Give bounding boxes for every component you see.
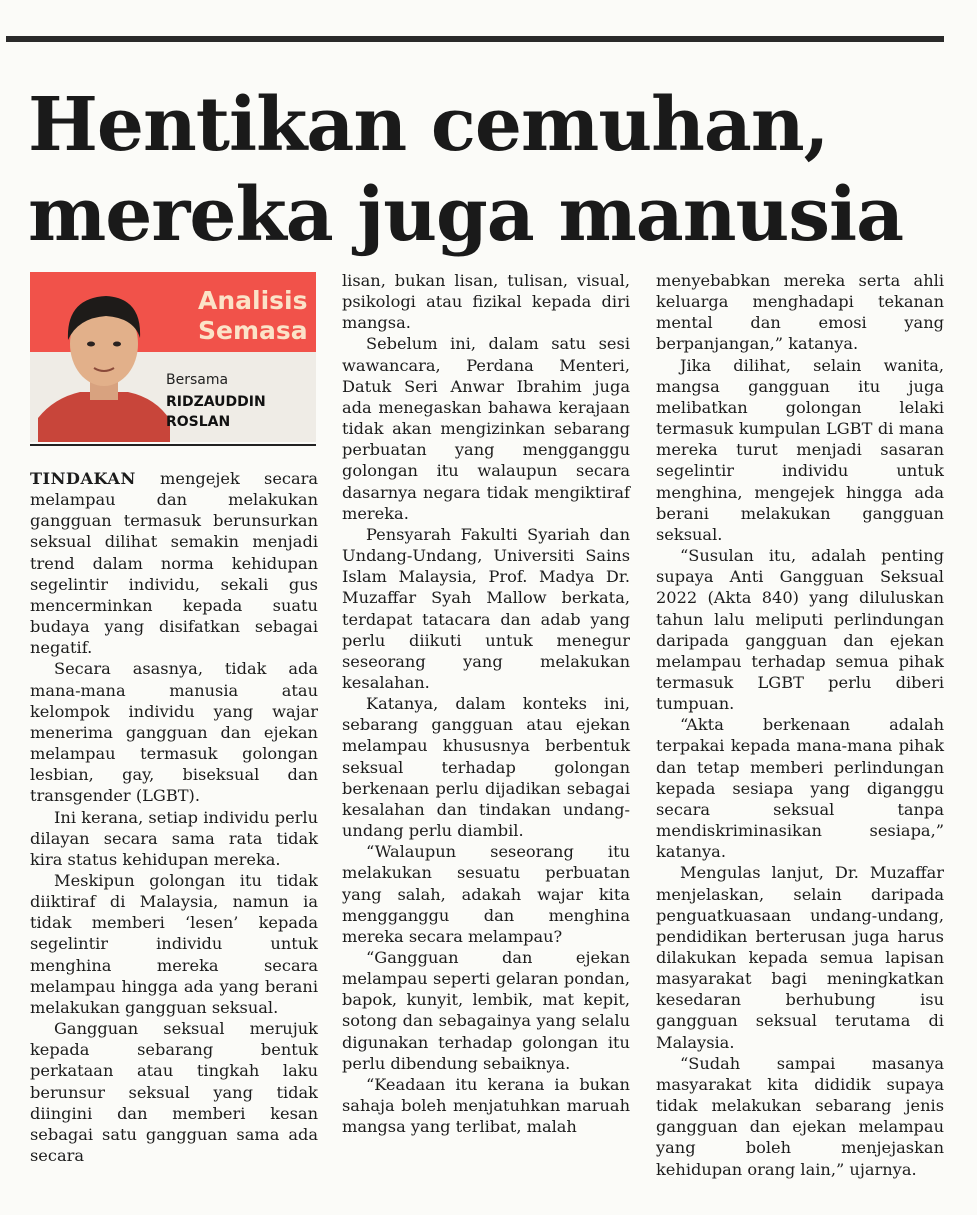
article-column-1 — [30, 468, 318, 1166]
paragraph: Ini kerana, setiap individu perlu dilayan secara sama rata tidak kira status kehidupan mereka. — [30, 807, 318, 869]
paragraph: Jika dilihat, selain wanita, mangsa gangguan itu juga melibatkan golongan lelaki termasuk kumpulan LGBT di mana mereka turut menjadi sasaran segelintir individu untuk menghina, mengejek hingga ada berani melakukan gangguan seksual. — [656, 355, 944, 544]
paragraph: Mengulas lanjut, Dr. Muzaffar menjelaskan, selain daripada penguatkuasaan undang-undang, pendidikan berterusan juga harus dilakukan kepada semua lapisan masyarakat bagi meningkatkan kesedaran berhubung isu gangguan seksual terutama di Malaysia. — [656, 863, 944, 1052]
column-rubric: Analisis Semasa — [198, 286, 308, 345]
paragraph: “Keadaan itu kerana ia bukan sahaja boleh menjatuhkan maruah mangsa yang terlibat, malah — [342, 1074, 630, 1137]
byline-box — [30, 272, 316, 442]
byline-rule — [30, 444, 316, 446]
article-column-3 — [656, 270, 944, 1180]
paragraph: “Gangguan dan ejekan melampau seperti gelaran pondan, bapok, kunyit, lembik, mat kepit, sotong dan sebagainya yang selalu digunakan terhadap golongan itu perlu dibendung sebaiknya. — [342, 948, 630, 1073]
paragraph: Secara asasnya, tidak ada mana-mana manusia atau kelompok individu yang wajar menerima gangguan dan ejekan melampau termasuk golongan lesbian, gay, biseksual dan transgender (LGBT). — [30, 659, 318, 806]
paragraph: TINDAKAN mengejek secara melampau dan melakukan gangguan termasuk berunsurkan seksual dilihat semakin menjadi trend dalam norma kehidupan segelintir individu, sekali gus mencerminkan kepada suatu budaya yang disifatkan sebagai negatif. — [30, 469, 318, 658]
paragraph: lisan, bukan lisan, tulisan, visual, psikologi atau fizikal kepada diri mangsa. — [342, 271, 630, 333]
article-column-2 — [342, 270, 630, 1137]
paragraph: menyebabkan mereka serta ahli keluarga menghadapi tekanan mental dan emosi yang berpanjangan,” katanya. — [656, 271, 944, 354]
paragraph: “Susulan itu, adalah penting supaya Anti Gangguan Seksual 2022 (Akta 840) yang diluluskan tahun lalu meliputi perlindungan daripada gangguan dan ejekan melampau terhadap semua pihak termasuk LGBT perlu diberi tumpuan. — [656, 546, 944, 714]
paragraph: Sebelum ini, dalam satu sesi wawancara, Perdana Menteri, Datuk Seri Anwar Ibrahim juga ada menegaskan bahawa kerajaan tidak akan mengizinkan sebarang perbuatan yang mengganggu golongan itu walaupun secara dasarnya negara tidak mengiktiraf mereka. — [342, 334, 630, 523]
headline-line-2: mereka juga manusia — [28, 172, 904, 258]
headline-line-1: Hentikan cemuhan, — [28, 82, 829, 168]
author-photo — [34, 280, 174, 442]
paragraph: “Akta berkenaan adalah terpakai kepada mana-mana pihak dan tetap memberi perlindungan kepada sesiapa yang diganggu secara seksual tanpa mendiskriminasikan sesiapa,” katanya. — [656, 715, 944, 862]
lead-word: TINDAKAN — [30, 469, 136, 488]
paragraph: Katanya, dalam konteks ini, sebarang gangguan atau ejekan melampau khususnya berbentuk seksual terhadap golongan berkenaan perlu dijadikan sebagai kesalahan dan tindakan undang-undang perlu diambil. — [342, 694, 630, 841]
paragraph: Pensyarah Fakulti Syariah dan Undang-Undang, Universiti Sains Islam Malaysia, Prof. Madya Dr. Muzaffar Syah Mallow berkata, terdapat tatacara dan adab yang perlu diikuti untuk menegur seseorang yang melakukan kesalahan. — [342, 524, 630, 692]
paragraph: “Walaupun seseorang itu melakukan sesuatu perbuatan yang salah, adakah wajar kita mengganggu dan menghina mereka secara melampau? — [342, 842, 630, 946]
byline-with-label: Bersama — [166, 372, 229, 388]
author-name: RIDZAUDDIN ROSLAN — [166, 394, 266, 430]
top-rule — [6, 36, 944, 42]
headline — [28, 80, 958, 260]
paragraph: Gangguan seksual merujuk kepada sebarang bentuk perkataan atau tingkah laku berunsur seksual yang tidak diingini dan memberi kesan sebagai satu gangguan sama ada secara — [30, 1019, 318, 1165]
paragraph: Meskipun golongan itu tidak diiktiraf di Malaysia, namun ia tidak memberi ‘lesen’ kepada segelintir individu untuk menghina mereka secara melampau hingga ada yang berani melakukan gangguan seksual. — [30, 870, 318, 1017]
paragraph: “Sudah sampai masanya masyarakat kita dididik supaya tidak melakukan sebarang jenis gangguan dan ejekan melampau yang boleh menjejaskan kehidupan orang lain,” ujarnya. — [656, 1053, 944, 1179]
